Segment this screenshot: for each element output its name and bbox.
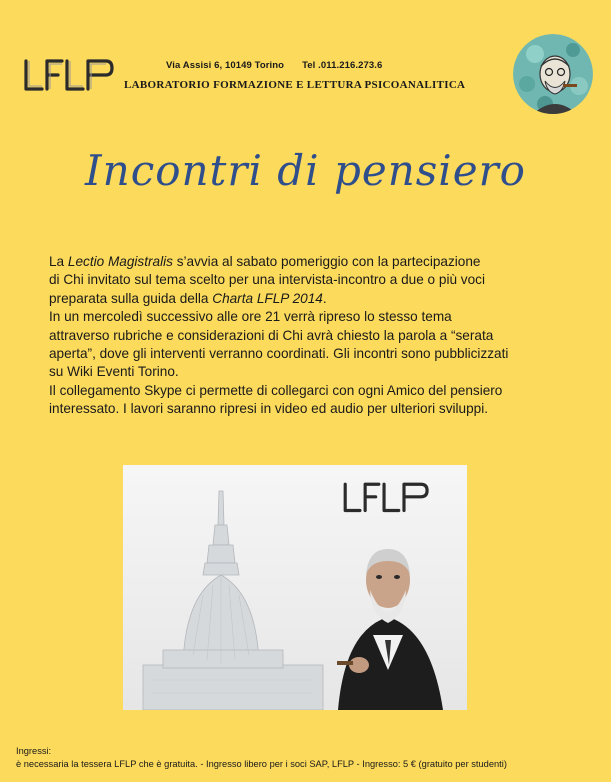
body-line <box>49 327 579 345</box>
body-line-text: In un mercoledì successivo alle ore 21 verrà ripreso lo stesso tema <box>49 309 452 325</box>
body-line-text: aperta”, dove gli interventi verranno coordinati. Gli incontri sono pubblicizzati <box>49 346 509 362</box>
body-line <box>49 400 579 418</box>
body-line <box>49 290 579 308</box>
body-line <box>49 271 579 289</box>
body-line <box>49 382 579 400</box>
body-line-emphasis: Charta LFLP 2014 <box>212 290 323 306</box>
body-line-text: s’avvia al sabato pomeriggio con la partecipazione <box>172 254 481 269</box>
footer-heading: Ingressi: <box>16 746 52 756</box>
lflp-logo <box>22 56 116 94</box>
body-line-text: su Wiki Eventi Torino. <box>49 364 179 380</box>
address-text: Via Assisi 6, 10149 Torino <box>166 60 285 71</box>
body-line-text: di Chi invitato sul tema scelto per una intervista-incontro a due o più voci <box>49 272 485 288</box>
footer-admission-info: è necessaria la tessera LFLP che è gratuita. - Ingresso libero per i soci SAP, LFLP - Ingresso: 5 € (gratuito per studenti) <box>16 759 507 769</box>
body-line-text: attraverso rubriche e considerazioni di Chi avrà chiesto la parola a “serata <box>49 327 494 343</box>
organization-name: LABORATORIO FORMAZIONE E LETTURA PSICOANALITICA <box>124 79 466 91</box>
body-text <box>49 253 579 419</box>
contact-line <box>166 60 382 71</box>
body-line <box>49 308 579 326</box>
body-line <box>49 363 579 381</box>
phone-text: Tel .011.216.273.6 <box>302 60 383 71</box>
freud-portrait-medallion <box>513 34 593 114</box>
body-line <box>49 253 579 271</box>
body-line-text: preparata sulla guida della <box>49 290 213 306</box>
body-line-emphasis: Lectio Magistralis <box>67 254 173 269</box>
body-line-text: . <box>322 290 327 306</box>
body-line-text: La <box>49 254 68 269</box>
body-line <box>49 345 579 363</box>
page-title: Incontri di pensiero <box>85 146 526 195</box>
body-line-text: interessato. I lavori saranno ripresi in video ed audio per ulteriori sviluppi. <box>49 401 489 417</box>
mole-antonelliana-freud-image <box>123 465 467 710</box>
footer <box>16 745 507 771</box>
body-line-text: Il collegamento Skype ci permette di collegarci con ogni Amico del pensiero <box>49 382 503 398</box>
